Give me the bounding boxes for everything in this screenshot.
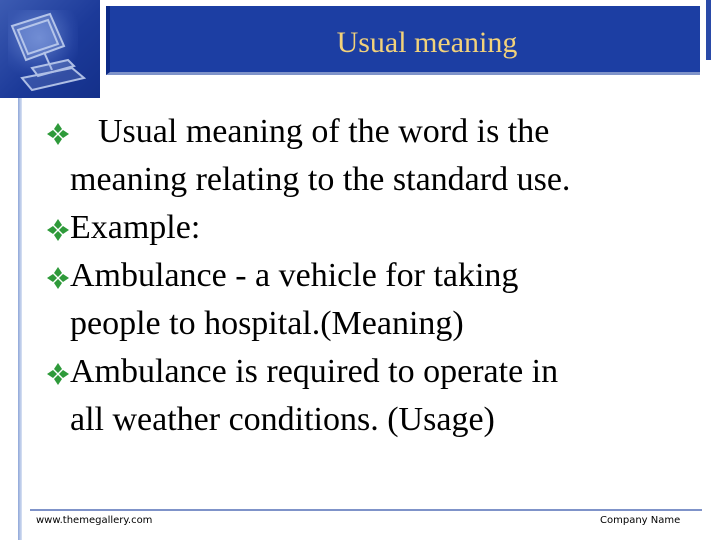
bullet-text-continued: people to hospital.(Meaning) <box>70 305 464 342</box>
bullet-text: Usual meaning of the word is the <box>98 113 550 150</box>
footer-divider <box>30 509 702 511</box>
footer-website: www.themegallery.com <box>36 515 153 526</box>
bullet-text: Example: <box>70 209 201 246</box>
bullet-item <box>46 108 686 204</box>
bullet-item <box>46 204 686 252</box>
theme-logo <box>0 0 100 98</box>
left-decorative-rule <box>18 98 22 540</box>
title-bar <box>106 6 700 75</box>
footer-company-name: Company Name <box>600 515 681 526</box>
four-petal-diamond-icon <box>46 122 70 146</box>
computer-monitor-icon <box>2 8 94 94</box>
bullet-item <box>46 252 686 348</box>
four-petal-diamond-icon <box>46 266 70 290</box>
four-petal-diamond-icon <box>46 362 70 386</box>
slide-body <box>46 108 686 444</box>
bullet-text-continued: meaning relating to the standard use. <box>70 161 571 198</box>
bullet-text-continued: all weather conditions. (Usage) <box>70 401 495 438</box>
bullet-item <box>46 348 686 444</box>
slide-header <box>0 0 720 98</box>
four-petal-diamond-icon <box>46 218 70 242</box>
bullet-text: Ambulance - a vehicle for taking <box>70 257 519 294</box>
bullet-text: Ambulance is required to operate in <box>70 353 559 390</box>
header-accent-strip <box>706 0 720 98</box>
slide-title: Usual meaning <box>336 26 518 59</box>
